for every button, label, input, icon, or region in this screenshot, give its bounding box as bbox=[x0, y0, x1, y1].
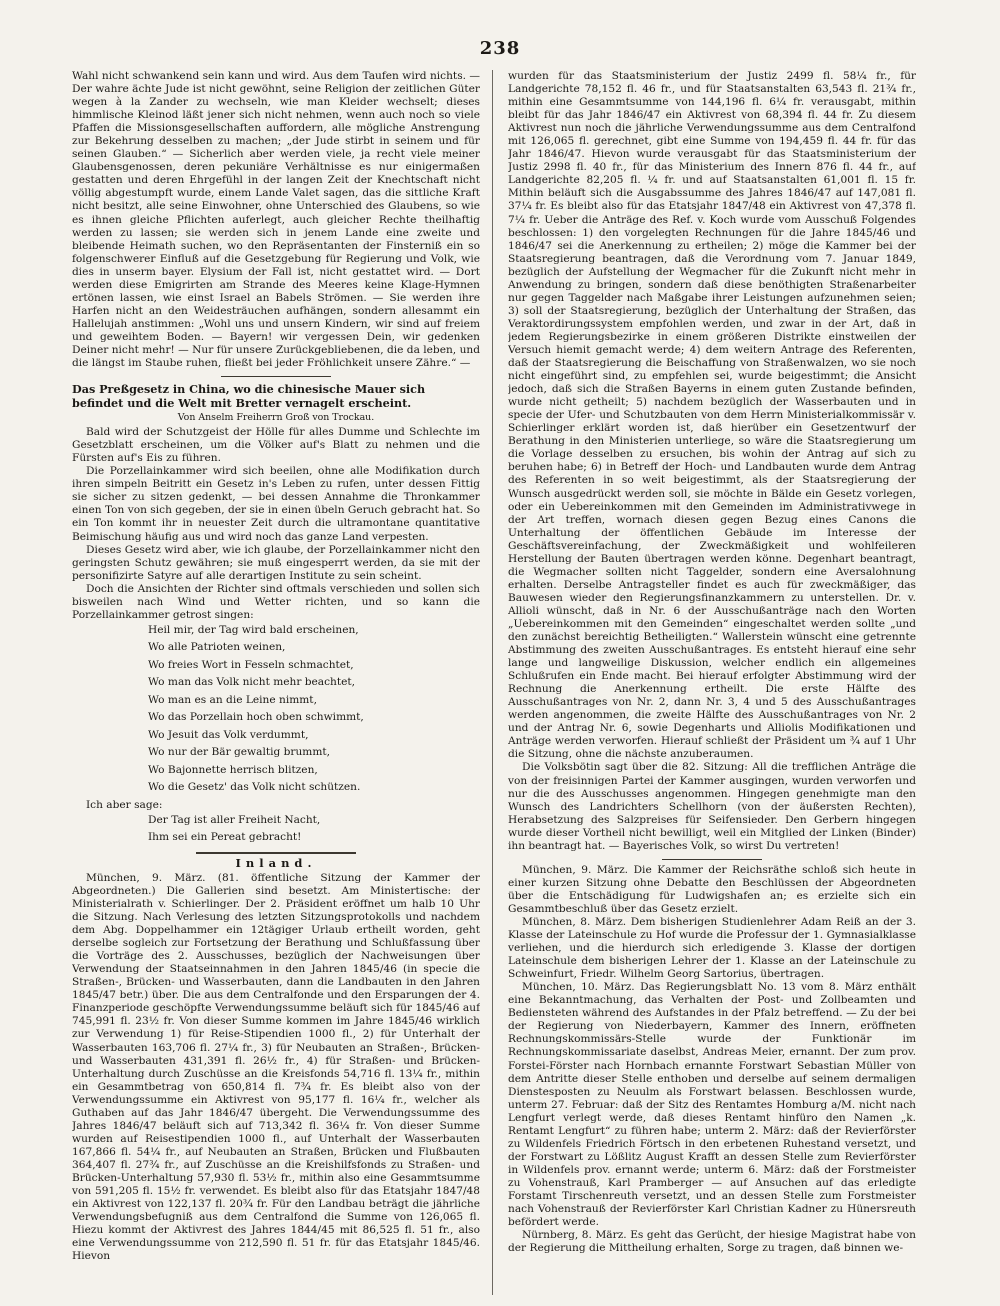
left-column bbox=[72, 70, 480, 1295]
news-paragraph: München, 8. März. Dem bisherigen Studienlehrer Adam Reiß an der 3. Klasse der Lateinschule zu Hof wurde die Professur der 1. Gymnasialklasse verliehen, und die hierdurch sich erledigende 3. Klasse der dortigen Lateinschule dem bisherigen Lehrer der 1. Klasse an der Lateinschule zu Schweinfurt, Friedr. Wilhelm Georg Sartorius, übertragen. bbox=[508, 916, 916, 981]
continuation-paragraph: Wahl nicht schwankend sein kann und wird. Aus dem Taufen wird nichts. — Der wahre ächte Jude ist nicht gewöhnt, seine Religion der zeitlichen Güter wegen à la Zander zu wechseln, wie man Kleider wechselt; dieses himmlische Kleinod läßt jener sich nicht nehmen, wenn auch noch so viele Pfaffen die Missionsgesellschaften auffordern, alle mögliche Anstrengung zur Bekehrung desselben zu machen; „der Jude stirbt in seinem und für seinen Glauben.“ — Sicherlich aber werden viele, ja recht viele meiner Glaubensgenossen, deren pekuniäre Verhältnisse es nur einigermaßen gestatten und deren Ehrgefühl in der langen Zeit der Knechtschaft nicht völlig abgestumpft wurde, einem Lande Valet sagen, das die sittliche Kraft nicht besitzt, alle seine Einwohner, ohne Unterschied des Glaubens, so wie es ihnen gleiche Pflichten auferlegt, auch gleicher Rechte theilhaftig werden zu lassen; sie werden sich in jenem Lande eine zweite und bleibende Heimath suchen, wo den Repräsentanten der Finsterniß ein so folgenschwerer Einfluß auf die Gesetzgebung für Regierung und Volk, wie dies in unserm bayer. Elysium der Fall ist, nicht gestattet wird. — Dort werden diese Emigrirten am Strande des Meeres keine Klage-Hymnen ertönen lassen, wie einst Israel an Babels Strömen. — Sie werden ihre Harfen nicht an den Weidesträuchen aufhängen, sondern allesammt ein Hallelujah anstimmen: „Wohl uns und unsern Kindern, wir sind auf freiem und geweihtem Boden. — Bayern! wir vergessen Dein, wir gedenken Deiner nicht mehr! — Nur für unsere Zurückgebliebenen, die da leben, und die längst im Staube ruhen, fließt bei jeder Fröhlichkeit unsere Zähre.“ — bbox=[72, 70, 480, 370]
article-paragraph: Die Porzellainkammer wird sich beeilen, ohne alle Modifikation durch ihren simpeln Beitritt ein Gesetz in's Leben zu rufen, unter dessen Fittig sie sicher zu sitzen gedenkt, — bei dessen Annahme die Thronkammer einen Ton von sich gegeben, der sie in einen übeln Geruch gebracht hat. So ein Ton kommt ihr in neuester Zeit durch die ultramontane quantitative Beimischung häufig aus und wird noch das ganze Land verpesten. bbox=[72, 465, 480, 543]
right-column bbox=[508, 70, 916, 1295]
separator-rule bbox=[196, 852, 356, 854]
article-paragraph: Dieses Gesetz wird aber, wie ich glaube, der Porzellainkammer nicht den geringsten Schutz gewähren; sie muß eingesperrt werden, da sie mit der personifizirte Satyre auf alle derartigen Institute zu sein scheint. bbox=[72, 543, 480, 582]
poem-line: Wo Jesuit das Volk verdummt, bbox=[148, 728, 309, 741]
poem-intro: Ich aber sage: bbox=[86, 798, 163, 811]
poem-closing bbox=[72, 812, 480, 847]
poem-line: Wo Bajonnette herrisch blitzen, bbox=[148, 763, 318, 776]
article-paragraph: Doch die Ansichten der Richter sind oftmals verschieden und sollen sich bisweilen nach Wind und Wetter richten, und so kann die Porzellainkammer getrost singen: bbox=[72, 582, 480, 621]
poem-line: Wo man es an die Leine nimmt, bbox=[148, 693, 317, 706]
separator-rule bbox=[662, 859, 762, 860]
poem-line: Wo nur der Bär gewaltig brummt, bbox=[148, 746, 331, 759]
article-paragraph: Bald wird der Schutzgeist der Hölle für alles Dumme und Schlechte im Gesetzblatt erscheinen, um die Völker auf's Blatt zu nehmen und die Fürsten auf's Eis zu führen. bbox=[72, 426, 480, 465]
column-rule bbox=[492, 70, 493, 1295]
news-paragraph: München, 9. März. Die Kammer der Reichsräthe schloß sich heute in einer kurzen Sitzung ohne Debatte den Beschlüssen der Abgeordneten über die Entschädigung für Ludwigshafen an; es erzielte sich ein Gesammtbeschluß über das Gesetz erzielt. bbox=[508, 863, 916, 915]
news-paragraph: Nürnberg, 8. März. Es geht das Gerücht, der hiesige Magistrat habe von der Regierung die Mittheilung erhalten, Sorge zu tragen, daß binnen we- bbox=[508, 1229, 916, 1255]
section-heading: Inland. bbox=[235, 855, 317, 870]
news-paragraph: wurden für das Staatsministerium der Justiz 2499 fl. 58¼ fr., für Landgerichte 78,152 fl. 46 fr., und für Staatsanstalten 63,543 fl. 21¾ fr., mithin eine Gesammtsumme von 144,196 fl. 6¼ fr. verausgabt, mithin bleibt für das Jahr 1846/47 ein Aktivrest von 68,394 fl. 44 fr. Zu diesem Aktivrest nun noch die jährliche Verwendungssumme aus dem Centralfond mit 126,065 fl. gerechnet, gibt eine Summe von 194,459 fl. 44 fr. für das Jahr 1846/47. Hievon wurde verausgabt für das Staatsministerium der Justiz 2998 fl. 40 fr., für das Ministerium des Innern 876 fl. 44 fr., auf Landgerichte 82,205 fl. ¼ fr. und auf Staatsanstalten 61,001 fl. 15 fr. Mithin beläuft sich die Ausgabssumme des Jahres 1846/47 auf 147,081 fl. 37¼ fr. Es bleibt also für das Etatsjahr 1847/48 ein Aktivrest von 47,378 fl. 7¼ fr. Ueber die Anträge des Ref. v. Koch wurde vom Ausschuß Folgendes beschlossen: 1) den vorgelegten Rechnungen für die Jahre 1845/46 und 1846/47 sei die Anerkennung zu ertheilen; 2) möge die Kammer bei der Staatsregierung beantragen, daß die Verordnung vom 7. Januar 1849, bezüglich der Aufstellung der Wegmacher für die Zukunft nicht mehr in Anwendung zu bringen, sondern daß diese benöthigten Straßenarbeiter nur gegen Taggelder nach Maßgabe ihrer Leistungen aufzunehmen seien; 3) soll der Staatsregierung, bezüglich der Unterhaltung der Straßen, das Veraktordirungssystem empfohlen werden, und zwar in der Art, daß in jedem Regierungsbezirke in einem größeren Distrikte einstweilen der Versuch hiemit gemacht werde; 4) dem weitern Antrage des Referenten, daß der Staatsregierung die Beischaffung von Straßenwalzen, wo sie noch nicht eingeführt sind, zu empfehlen sei, wurde beigestimmt; die Ansicht jedoch, daß sich die Straßen Bayerns in einem guten Zustande befinden, wurde nicht getheilt; 5) nachdem bezüglich der Wasserbauten und in specie der Ufer- und Schutzbauten von dem Herrn Ministerialkommissär v. Schierlinger erklärt worden ist, daß hierüber ein Gesetzentwurf der Berathung in den Ministerien unterliege, so wäre die Staatsregierung um die Vorlage desselben zu ersuchen, bis wohin der Antrag auf sich zu beruhen habe; 6) in Betreff der Hoch- und Landbauten wurde dem Antrag des Referenten in so weit beigestimmt, als der Staatsregierung der Wunsch ausgedrückt werden soll, sie möchte in Bälde ein Gesetz vorlegen, oder ein Uebereinkommen mit den Gemeinden im Administrativwege in der Art treffen, wornach diesen gegen Bezug eines Canons die Unterhaltung der öffentlichen Gebäude im Interesse der Geschäftsvereinfachung, der Zweckmäßigkeit und wohlfeileren Herstellung der Bauten übertragen werden könne. Degenhart beantragt, die Wegmacher sollten nicht Taggelder, sondern eine Aversalohnung erhalten. Derselbe Antragsteller findet es auch für zweckmäßiger, das Bauwesen wieder den Regierungsfinanzkammern zu unterstellen. Dr. v. Allioli wünscht, daß in Nr. 6 der Ausschußanträge nach den Worten „Uebereinkommen mit den Gemeinden“ eingeschaltet werden sollte „und den zunächst bereichtig Betheiligten.“ Wallerstein wünscht eine getrennte Abstimmung des zweiten Ausschußantrages. Es entsteht hierauf eine sehr lange und langweilige Diskussion, welcher endlich ein allgemeines Schlußrufen ein Ende macht. Bei hierauf erfolgter Abstimmung wird der Rechnung die Anerkennung ertheilt. Die erste Hälfte des Ausschußantrages von Nr. 2, dann Nr. 3, 4 und 5 des Ausschußantrages werden angenommen, die zweite Hälfte des Ausschußantrages von Nr. 2 und der Antrag Nr. 6, sowie Degenharts und Alliolis Modifikationen und Anträge werden verworfen. Hierauf schließt der Präsident um ¾ auf 1 Uhr die Sitzung, ohne die nächste anzuberaumen. bbox=[508, 70, 916, 761]
poem-line: Der Tag ist aller Freiheit Nacht, bbox=[148, 813, 321, 826]
news-paragraph: Die Volksbötin sagt über die 82. Sitzung: All die trefflichen Anträge die von der freisinnigen Partei der Kammer ausgingen, wurden verworfen und nur die des Ausschusses angenommen. Hingegen genehmigte man den Wunsch des Landrichters Schellhorn (von der äußersten Rechten), Herabsetzung des Salzpreises für Seifensieder. Den Gerbern hingegen wurde dieser Vortheil nicht bewilligt, weil ein Mitglied der Linken (Binder) ihn beantragt hat. — Bayerisches Volk, so wirst Du vertreten! bbox=[508, 761, 916, 852]
poem-line: Ihm sei ein Pereat gebracht! bbox=[148, 831, 302, 844]
news-paragraph: München, 10. März. Das Regierungsblatt No. 13 vom 8. März enthält eine Bekanntmachung, das Verhalten der Post- und Zollbeamten und Bediensteten während des Aufstandes in der Pfalz betreffend. — Zu der bei der Regierung von Niederbayern, Kammer des Innern, eröffneten Rechnungskommissärs-Stelle wurde der Funktionär im Rechnungskommissariate daselbst, Andreas Meier, ernannt. Der zum prov. Forstei-Förster nach Hornbach ernannte Forstwart Sebastian Müller von dem Antritte dieser Stelle enthoben und derselbe auf seinem dermaligen Dienstesposten zu Neuulm als Forstwart belassen. Beschlossen wurde, unterm 27. Februar: daß der Sitz des Rentamtes Homburg a/M. nicht nach Lengfurt verlegt werde, daß dieses Rentamt hinfüro den Namen „k. Rentamt Lengfurt“ zu führen habe; unterm 2. März: daß der Revierförster zu Wildenfels Friedrich Förtsch in den erbetenen Ruhestand versetzt, und der Forstwart zu Lößlitz August Krafft an dessen Stelle zum Revierförster in Wildenfels prov. ernannt werde; unterm 6. März: daß der Forstmeister zu Vohenstrauß, Karl Pramberger — auf Ansuchen auf das erledigte Forstamt Tirschenreuth versetzt, und an dessen Stelle zum Forstmeister nach Vohenstrauß der Revierförster Karl Christian Kadner zu Hünersreuth befördert werde. bbox=[508, 981, 916, 1229]
article-title: Das Preßgesetz in China, wo die chinesische Mauer sich befindet und die Welt mit Bretter vernagelt erscheint. bbox=[72, 382, 426, 410]
poem-line: Wo freies Wort in Fesseln schmachtet, bbox=[148, 658, 354, 671]
article-byline: Von Anselm Freiherrn Groß von Trockau. bbox=[177, 412, 375, 424]
page-number: 238 bbox=[479, 38, 521, 59]
poem-line: Heil mir, der Tag wird bald erscheinen, bbox=[148, 623, 359, 636]
poem-line: Wo man das Volk nicht mehr beachtet, bbox=[148, 676, 356, 689]
news-paragraph: München, 9. März. (81. öffentliche Sitzung der Kammer der Abgeordneten.) Die Gallerien sind besetzt. Am Ministertische: der Ministerialrath v. Schierlinger. Der 2. Präsident eröffnet um halb 10 Uhr die Sitzung. Nach Verlesung des letzten Sitzungsprotokolls und nachdem dem Abg. Doppelhammer ein 12tägiger Urlaub ertheilt worden, geht derselbe sogleich zur Fortsetzung der Berathung und Schlußfassung über die Vorträge des 2. Ausschusses, bezüglich der Nachweisungen über Verwendung der Staatseinnahmen in den Jahren 1845/46 (in specie die Straßen-, Brücken- und Wasserbauten, dann die Landbauten in den Jahren 1845/47 betr.) über. Die aus dem Centralfonde und den Ersparungen der 4. Finanzperiode geschöpfte Verwendungssumme beläuft sich für 1845/46 auf 745,991 fl. 23½ fr. Von dieser Summe kommen im Jahre 1845/46 wirklich zur Verwendung 1) für Reise-Stipendien 1000 fl., 2) für Unterhalt der Wasserbauten 163,706 fl. 27¼ fr., 3) für Neubauten an Straßen-, Brücken- und Wasserbauten 431,391 fl. 26½ fr., 4) für Straßen- und Brücken-Unterhaltung durch Zuschüsse an die Kreisfonds 54,716 fl. 13¼ fr., mithin ein Gesammtbetrag von 650,814 fl. 7¾ fr. Es bleibt also von der Verwendungssumme ein Aktivrest von 95,177 fl. 16¼ fr., welcher als Guthaben auf das Jahr 1846/47 übergeht. Die Verwendungssumme des Jahres 1846/47 beläuft sich auf 713,342 fl. 36¼ fr. Von dieser Summe wurden auf Reisestipendien 1000 fl., auf Unterhalt der Wasserbauten 167,866 fl. 54¼ fr., auf Neubauten an Straßen, Brücken und Flußbauten 364,407 fl. 27¾ fr., auf Zuschüsse an die Kreishilfsfonds zu Straßen- und Brücken-Unterhaltung 57,930 fl. 53½ fr., mithin also eine Gesammtsumme von 591,205 fl. 15½ fr. verwendet. Es bleibt also für das Etatsjahr 1847/48 ein Aktivrest von 122,137 fl. 20¾ fr. Für den Landbau beträgt die jährliche Verwendungsbefugniß aus dem Centralfond die Summe von 126,065 fl. Hiezu kommt der Aktivrest des Jahres 1844/45 mit 86,525 fl. 51 fr., also eine Verwendungssumme von 212,590 fl. 51 fr. für das Etatsjahr 1845/46. Hievon bbox=[72, 871, 480, 1263]
poem bbox=[72, 622, 480, 797]
poem-line: Wo alle Patrioten weinen, bbox=[148, 641, 286, 654]
poem-line: Wo das Porzellain hoch oben schwimmt, bbox=[148, 711, 364, 724]
poem-line: Wo die Gesetz' das Volk nicht schützen. bbox=[148, 781, 361, 794]
separator-rule bbox=[221, 376, 331, 377]
